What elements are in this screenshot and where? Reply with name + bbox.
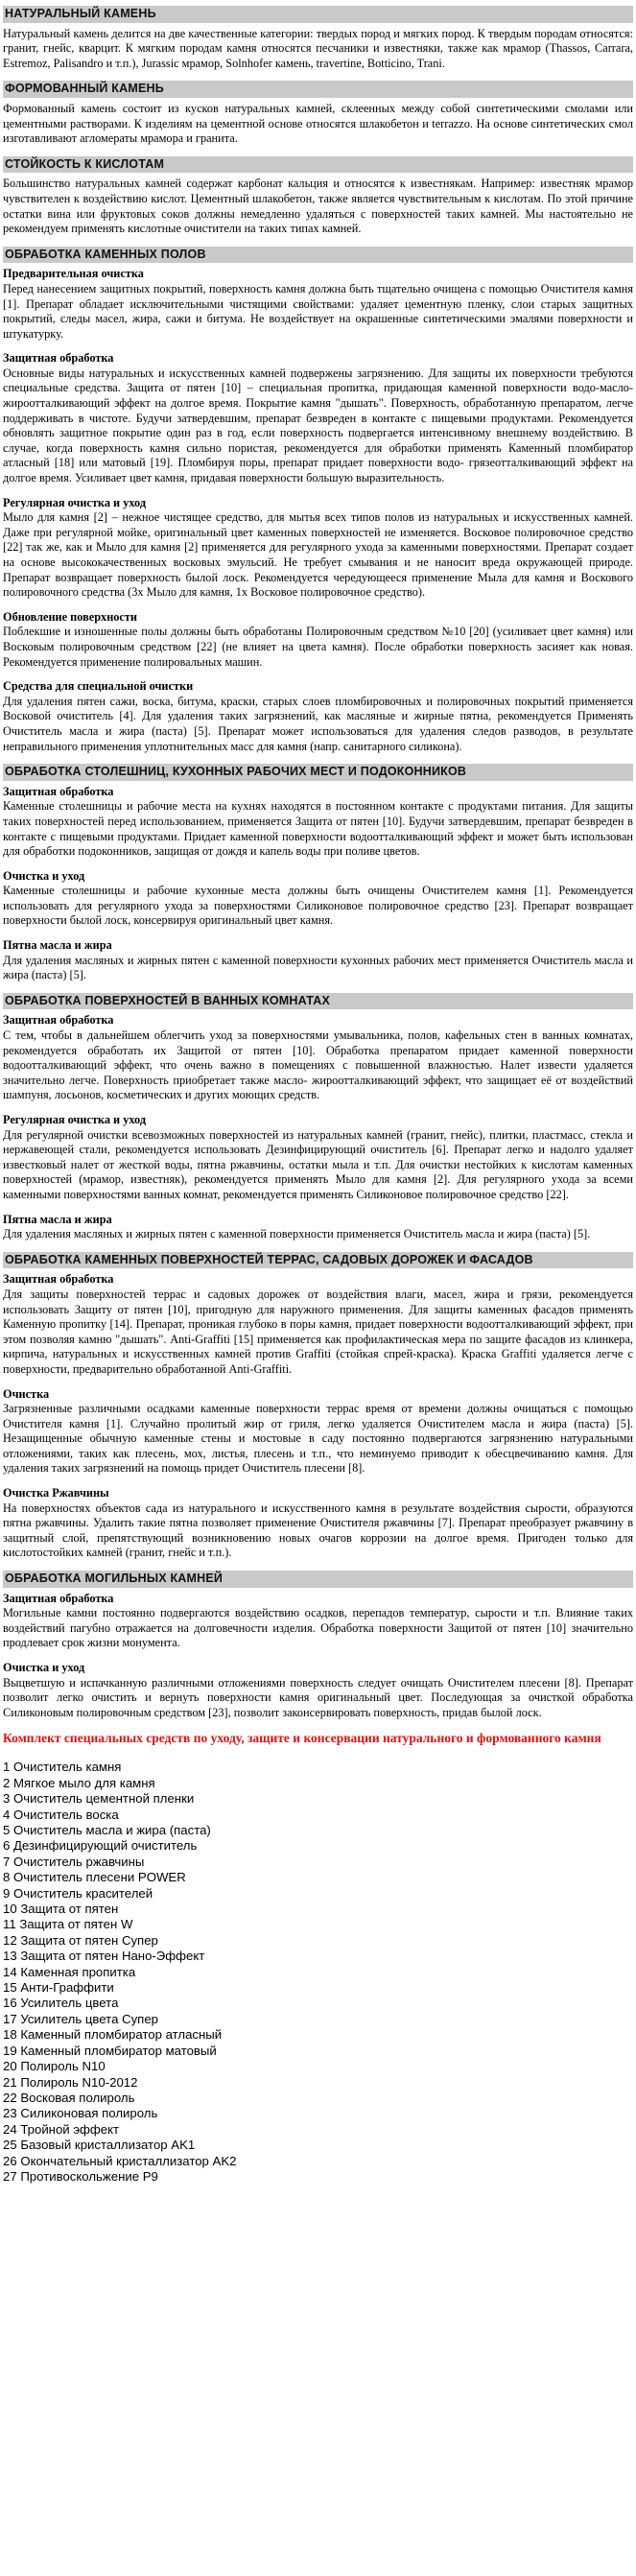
- product-list-item: 6 Дезинфицирующий очиститель: [3, 1838, 198, 1854]
- product-kit-title: Комплект специальных средств по уходу, защите и консервации натурального и формованного камня: [3, 1731, 601, 1746]
- section-heading: ОБРАБОТКА ПОВЕРХНОСТЕЙ В ВАННЫХ КОМНАТАХ: [3, 993, 633, 1010]
- product-list-item: 12 Защита от пятен Супер: [3, 1932, 158, 1948]
- subsection-heading: Предварительная очистка: [3, 267, 144, 281]
- subsection-heading: Защитная обработка: [3, 1591, 114, 1605]
- product-list: [3, 1760, 633, 2185]
- paragraph: Для удаления масляных и жирных пятен с каменной поверхности кухонных рабочих мест применяется Очиститель масла и жира (паста) [5].: [3, 953, 633, 982]
- subsection-heading: Очистка и уход: [3, 1661, 85, 1674]
- product-list-item: 3 Очиститель цементной пленки: [3, 1791, 195, 1807]
- product-list-item: 25 Базовый кристаллизатор AK1: [3, 2138, 196, 2153]
- product-list-item: 5 Очиститель масла и жира (паста): [3, 1823, 211, 1837]
- paragraph: Каменные столешницы и рабочие кухонные места должны быть очищены Очистителем камня [1]. Рекомендуется использовать для регулярного ухода за поверхностями Силиконовое полировочное средство [23]. Препарат возвращает поверхности былой лоск, консервируя оригинальный цвет камня.: [3, 884, 633, 928]
- paragraph: Выцветшую и испачканную различными отложениями поверхность следует очищать Очистителем плесени [8]. Препарат позволит легко очистить и вернуть поверхности камня оригинальный цвет. Последующая за очисткой обработка Силиконовым полировочным средством [23], позволит законсервировать поверхность, придав былой лоск.: [3, 1675, 633, 1719]
- paragraph: Поблекшие и изношенные полы должны быть обработаны Полировочным средством №10 [20] (усиливает цвет камня) или Восковым полировочным средством [22] (не влияет на цвета камня). После обработки поверхность засияет как новая. Рекомендуется применение полировальных машин.: [3, 625, 633, 669]
- product-list-item: 26 Окончательный кристаллизатор AK2: [3, 2153, 237, 2168]
- section-heading: ОБРАБОТКА СТОЛЕШНИЦ, КУХОННЫХ РАБОЧИХ МЕСТ И ПОДОКОННИКОВ: [3, 764, 633, 781]
- paragraph: Для защиты поверхностей террас и садовых дорожек от воздействия влаги, масел, жира и грязи, рекомендуется использовать Защиту от пятен [10], пригодную для наружного применения. Для защиты каменных фасадов применять Каменную пропитку [14]. Препарат, проникая глубоко в поры камня, придает поверхности водоотталкивающий эффект, при этом позволяя камню "дышать". Anti-Graffiti [15] применяется как профилактическая мера по защите фасадов из клинкера, кирпича, натуральных и искусственных камней против Graffiti (стойкая спрей-краска). Краска Graffiti удаляется легче с поверхности, предварительно обработанной Anti-Graffiti.: [3, 1287, 633, 1376]
- product-list-item: 1 Очиститель камня: [3, 1760, 122, 1775]
- section-heading: НАТУРАЛЬНЫЙ КАМЕНЬ: [3, 6, 633, 23]
- product-list-item: 18 Каменный пломбиратор атласный: [3, 2027, 223, 2043]
- paragraph: Формованный камень состоит из кусков натуральных камней, склеенных между собой синтетическими смолами или цементными растворами. К изделиям на цементной основе относятся шлакобетон и terrazzo. На основе синтетических смол изготавливают агломераты мрамора и гранита.: [3, 101, 633, 146]
- paragraph: Большинство натуральных камней содержат карбонат кальция и относятся к известнякам. Например: известняк мрамор чувствителен к воздействию кислот. Цементный шлакобетон, также является чувствительным к кислотам. По этой причине остатки вина или фруктовых соков должны немедленно удаляться с поверхностей таких камней. Мы настоятельно не рекомендуем применять кислотные очистители на таких типах камней.: [3, 177, 633, 236]
- subsection-heading: Очистка Ржавчины: [3, 1486, 109, 1501]
- paragraph: Для удаления масляных и жирных пятен с каменной поверхности применяется Очиститель масла и жира (паста) [5].: [3, 1227, 591, 1241]
- paragraph: Натуральный камень делится на две качественные категории: твердых пород и мягких пород. К твердым породам относятся: гранит, гнейс, кварцит. К мягким породам камня относятся песчаники и известняки, также как мрамор (Thassos, Carrara, Estremoz, Palisandro и т.п.), Jurassic мрамор, Solnhofer камень, travertine, Botticino, Trani.: [3, 26, 633, 70]
- product-list-item: 17 Усилитель цвета Супер: [3, 2011, 158, 2026]
- paragraph: На поверхностях объектов сада из натурального и искусственного камня в результате воздействия сырости, образуются пятна ржавчины. Удалить такие пятна позволяет применение Очистителя ржавчины [7]. Препарат преобразует ржавчину в защитный слой, препятствующий возникновению новых очагов коррозии на долгое время. Пригоден только для кислотостойких камней (гранит, гнейс и т.п.).: [3, 1501, 633, 1560]
- product-list-item: 8 Очиститель плесени POWER: [3, 1870, 186, 1885]
- section-heading: ФОРМОВАННЫЙ КАМЕНЬ: [3, 81, 633, 98]
- product-list-item: 19 Каменный пломбиратор матовый: [3, 2043, 217, 2058]
- product-list-item: 27 Противоскольжение P9: [3, 2168, 158, 2184]
- product-list-item: 7 Очиститель ржавчины: [3, 1854, 145, 1869]
- subsection-heading: Защитная обработка: [3, 784, 114, 798]
- product-list-item: 10 Защита от пятен: [3, 1902, 119, 1917]
- paragraph: Могильные камни постоянно подвергаются воздействию осадков, перепадов температур, сырости и т.п. Влияние таких воздействий пагубно отражается на долговечности изделия. Обработка поверхности Защитой от пятен [10] значительно продлевает срок жизни монумента.: [3, 1606, 633, 1650]
- product-list-item: 20 Полироль N10: [3, 2059, 106, 2074]
- subsection-heading: Регулярная очистка и уход: [3, 495, 147, 509]
- paragraph: Основные виды натуральных и искусственных камней подвержены загрязнению. Для защиты их поверхности требуются специальные средства. Защита от пятен [10] – специальная пропитка, придающая каменной поверхности водо-масло-жироотталкивающий эффект на долгое время. Покрытие камня "дышать". Поверхность, обработанную препаратом, легче поддерживать в чистоте. Будучи затвердевшим, препарат безвреден в контакте с пищевыми продуктами. Рекомендуется обновлять защитное покрытие один раз в год, если поверхность подвергается интенсивному внешнему воздействию. В случае, когда поверхность камня сильно пористая, рекомендуется для обработки применять Каменный пломбиратор атласный [18] или матовый [19]. Пломбируя поры, препарат придает поверхности водо- грязеотталкивающий эффект на долгое время. Усиливает цвет камня, придавая поверхности большую выразительность.: [3, 366, 633, 485]
- subsection-heading: Обновление поверхности: [3, 609, 138, 624]
- product-list-item: 9 Очиститель красителей: [3, 1885, 153, 1901]
- product-list-item: 16 Усилитель цвета: [3, 1996, 119, 2011]
- section-heading: СТОЙКОСТЬ К КИСЛОТАМ: [3, 156, 633, 174]
- subsection-heading: Пятна масла и жира: [3, 938, 112, 953]
- paragraph: Загрязненные различными осадками каменные поверхности террас время от времени должны очищаться с помощью Очистителя камня [1]. Случайно пролитый жир от гриля, легко удаляется Очистителем масла и жира (паста) [5]. Незащищенные обычную каменные стены и мостовые в саду постоянно подвергаются загрязнению натуральными отложениями, таких как плесень, мох, листья, плесень и т.п., что неминуемо приводит к обесцвечиванию камня. Для удаления таких загрязнений на помощь придет Очиститель плесени [8].: [3, 1402, 633, 1476]
- paragraph: Мыло для камня [2] – нежное чистящее средство, для мытья всех типов полов из натуральных и искусственных камней. Даже при регулярной мойке, оригинальный цвет каменных поверхностей не изменяется. Восковое полировочное средство [22] так же, как и Мыло для камня [2] применяется для регулярного ухода за каменными поверхностями. Препарат создает на основе высококачественных восковых эмульсий. Не требует смывания и не наносит вреда окружающей природе. Препарат возвращает поверхность былой лоск. Рекомендуется чередующееся применение Мыла для камня и Воскового полировочного средства (3х Мыло для камня, 1х Восковое полировочное средство).: [3, 510, 633, 600]
- paragraph: Для удаления пятен сажи, воска, битума, краски, старых слоев пломбировочных и полировочных покрытий применяется Восковой очиститель [4]. Для удаления таких загрязнений, как масляные и жирные пятна, рекомендуется Применять Очиститель масла и жира (паста) [5]. Препарат может использоваться для удаления следов разводов, в результате неправильного применения уплотнительных масс для камня (напр. санитарного силикона).: [3, 694, 633, 753]
- product-list-item: 21 Полироль N10-2012: [3, 2074, 138, 2090]
- paragraph: Каменные столешницы и рабочие места на кухнях находятся в постоянном контакте с продуктами питания. Для защиты таких поверхностей перед использованием, применяется Защита от пятен [10]. Будучи затвердевшим, препарат безвреден в контакте с пищевыми продуктами. Придает каменной поверхности водоотталкивающий эффект и может быть использован для обработки подоконников, защищая от дождя и капель воды при поливе цветов.: [3, 799, 633, 859]
- product-list-item: 13 Защита от пятен Нано-Эффект: [3, 1949, 205, 1964]
- paragraph: Для регулярной очистки всевозможных поверхностей из натуральных камней (гранит, гнейс), плитки, пластмасс, стекла и нержавеющей стали, рекомендуется использовать Дезинфицирующий очиститель [6]. Препарат легко и надолго удаляет известковый налет от жесткой воды, пятна ржавчины, остатки мыла и т.п. Для очистки нестойких к кислотам каменных поверхностей (мрамор, известняк), рекомендуется применять Мыло для камня [2]. Для регулярного ухода за всеми каменными поверхностями ванных комнат, рекомендуется применять Силиконовое полировочное средство [22].: [3, 1127, 633, 1201]
- subsection-heading: Защитная обработка: [3, 351, 114, 366]
- subsection-heading: Регулярная очистка и уход: [3, 1113, 147, 1126]
- section-heading: ОБРАБОТКА МОГИЛЬНЫХ КАМНЕЙ: [3, 1571, 633, 1588]
- document-body: [3, 6, 633, 1720]
- section-heading: ОБРАБОТКА КАМЕННЫХ ПОВЕРХНОСТЕЙ ТЕРРАС, САДОВЫХ ДОРОЖЕК И ФАСАДОВ: [3, 1252, 633, 1269]
- product-list-item: 15 Анти-Граффити: [3, 1980, 114, 1996]
- paragraph: Перед нанесением защитных покрытий, поверхность камня должна быть тщательно очищена с помощью Очистителя камня [1]. Препарат обладает исключительными чистящими свойствами: удаляет цементную пленку, слои старых защитных покрытий, следы масел, жира, сажи и битума. Не воздействует на окрашенные синтетическими эмалями поверхности и штукатурку.: [3, 281, 633, 341]
- product-list-item: 14 Каменная пропитка: [3, 1964, 136, 1979]
- subsection-heading: Пятна масла и жира: [3, 1212, 112, 1226]
- product-list-item: 22 Восковая полироль: [3, 2090, 135, 2105]
- product-list-item: 2 Мягкое мыло для камня: [3, 1775, 155, 1790]
- product-list-item: 24 Тройной эффект: [3, 2121, 120, 2137]
- subsection-heading: Очистка: [3, 1386, 50, 1401]
- subsection-heading: Защитная обработка: [3, 1272, 114, 1287]
- product-list-item: 11 Защита от пятен W: [3, 1917, 133, 1932]
- subsection-heading: Очистка и уход: [3, 868, 85, 883]
- section-heading: ОБРАБОТКА КАМЕННЫХ ПОЛОВ: [3, 247, 633, 264]
- subsection-heading: Средства для специальной очистки: [3, 679, 194, 694]
- subsection-heading: Защитная обработка: [3, 1013, 114, 1028]
- product-list-item: 4 Очиститель воска: [3, 1807, 119, 1822]
- product-list-item: 23 Силиконовая полироль: [3, 2106, 158, 2121]
- paragraph: С тем, чтобы в дальнейшем облегчить уход за поверхностями умывальника, полов, кафельных стен в ванных комнатах, рекомендуется обработать их Защитой от пятен [10]. Обработка препаратом придает каменной поверхности водоотталкивающий эффект, что очень важно в помещениях с повышенной влажностью. Налет извести удаляется значительно легче. Поверхность приобретает также масло- жироотталкивающий эффект, что защищает её от воздействий шампуня, лосьонов, косметических и других моющих средств.: [3, 1028, 633, 1102]
